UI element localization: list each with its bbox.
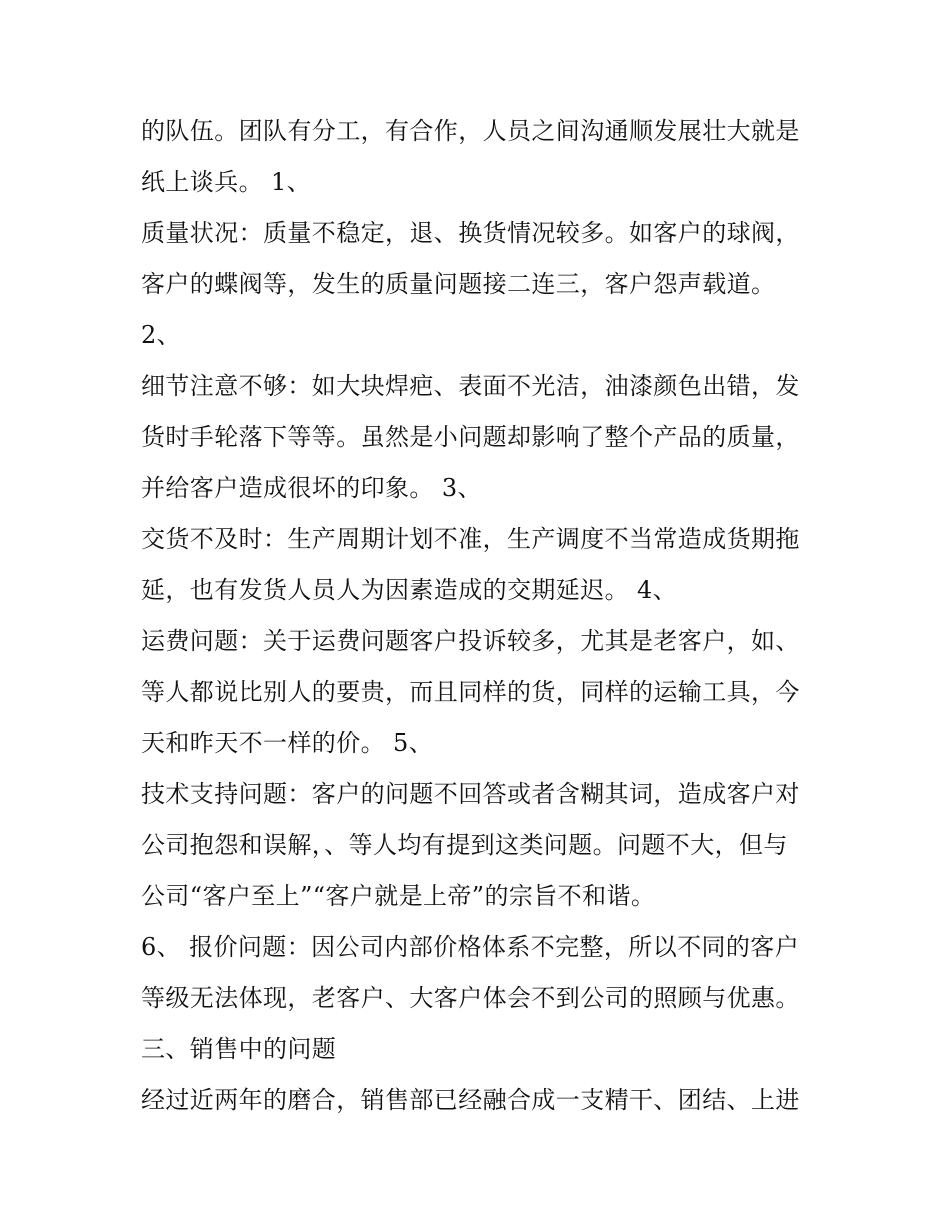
text-line: 货时手轮落下等等。虽然是小问题却影响了整个产品的质量， [141, 423, 800, 451]
text-line: 6、 报价问题：因公司内部价格体系不完整，所以不同的客户 [141, 933, 800, 961]
text-line: 公司“客户至上”“客户就是上帝”的宗旨不和谐。 [141, 882, 656, 910]
text-line: 细节注意不够：如大块焊疤、表面不光洁，油漆颜色出错，发 [141, 372, 800, 400]
section-heading: 三、销售中的问题 [141, 1035, 337, 1063]
text-line: 等人都说比别人的要贵，而且同样的货，同样的运输工具，今 [141, 678, 800, 706]
text-line: 等级无法体现，老客户、大客户体会不到公司的照顾与优惠。 [141, 984, 800, 1012]
text-line: 纸上谈兵。 1、 [141, 168, 312, 196]
text-line: 2、 [141, 321, 182, 349]
body-text [141, 106, 813, 1126]
text-line: 延，也有发货人员人为因素造成的交期延迟。 4、 [141, 576, 678, 604]
text-line: 经过近两年的磨合，销售部已经融合成一支精干、团结、上进 [141, 1086, 800, 1114]
text-line: 公司抱怨和误解，、等人均有提到这类问题。问题不大，但与 [141, 831, 788, 859]
text-line: 运费问题：关于运费问题客户投诉较多，尤其是老客户，如、 [141, 627, 800, 655]
text-line: 交货不及时：生产周期计划不准，生产调度不当常造成货期拖 [141, 525, 800, 553]
text-line: 天和昨天不一样的价。 5、 [141, 729, 434, 757]
text-line: 的队伍。团队有分工，有合作，人员之间沟通顺发展壮大就是 [141, 117, 800, 145]
text-line: 客户的蝶阀等，发生的质量问题接二连三，客户怨声载道。 [141, 270, 776, 298]
text-line: 并给客户造成很坏的印象。 3、 [141, 474, 482, 502]
text-line: 技术支持问题：客户的问题不回答或者含糊其词，造成客户对 [141, 780, 800, 808]
text-line: 质量状况：质量不稳定，退、换货情况较多。如客户的球阀， [141, 219, 800, 247]
